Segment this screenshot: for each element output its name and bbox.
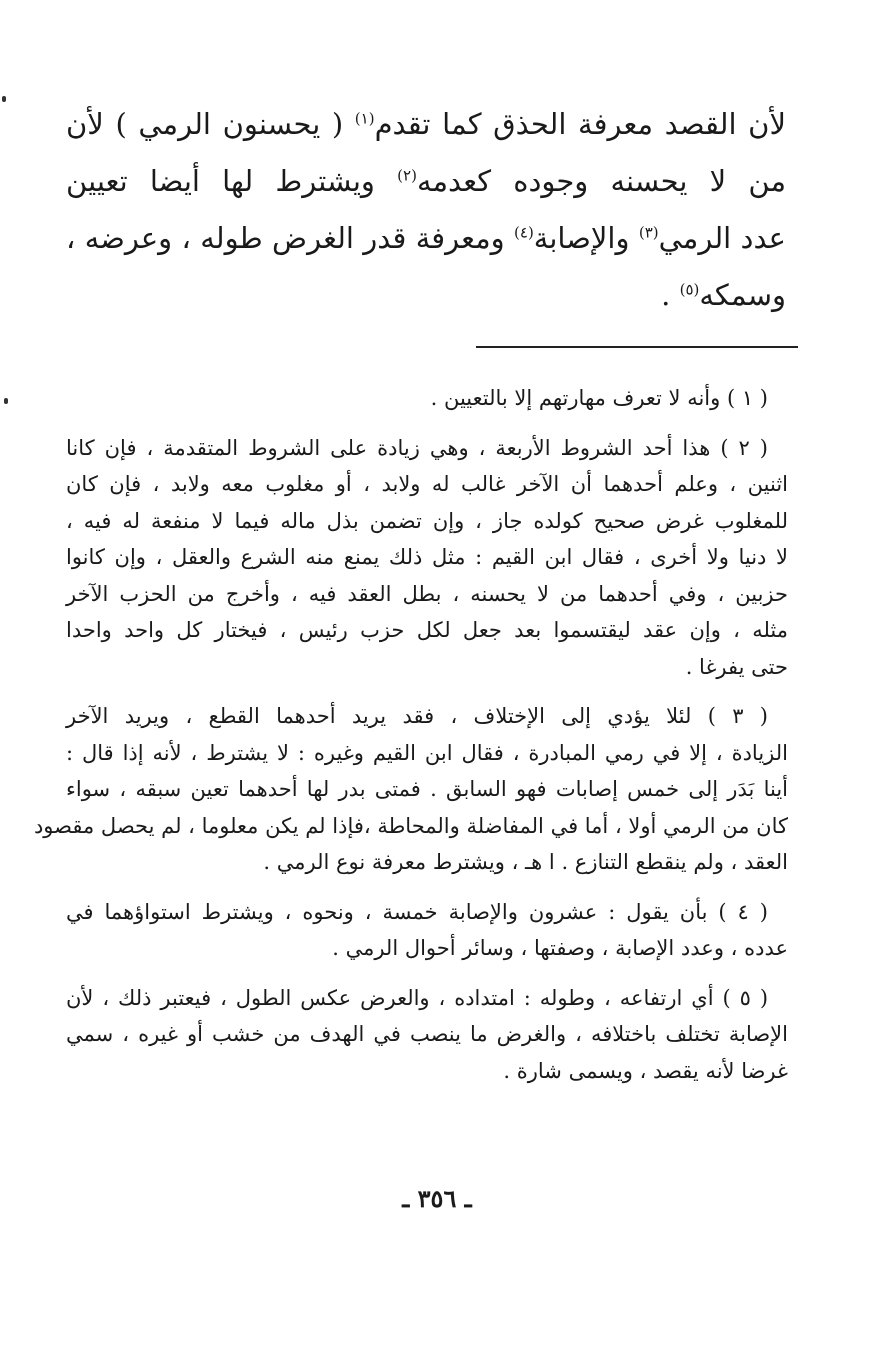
footnotes-section	[33, 380, 788, 1102]
footnote-ref-3: (٣)	[638, 223, 659, 242]
main-line-3: عدد الرمي$^{(٣)}$ والإصابة$^{(٤)}$ ومعرفة قدر الغرض طوله ، وعرضه ،	[66, 221, 786, 255]
footnote-line: العقد ، ولم ينقطع التنازع . ا هـ ، ويشترط معرفة نوع الرمي .	[263, 850, 788, 874]
footnote-line: غرضا لأنه يقصد ، ويسمى شارة .	[503, 1058, 788, 1083]
footnote-line: مثله ، وإن عقد ليقتسموا بعد جعل لكل حزب رئيس ، فيختار كل واحد واحدا	[66, 618, 788, 642]
page-number: ـ ٣٥٦ ـ	[402, 1184, 472, 1213]
footnote-ref-4: (٤)	[514, 223, 534, 242]
main-line-2: من لا يحسنه وجوده كعدمه$^{(٢)}$ ويشترط لها أيضا تعيين	[66, 164, 787, 198]
footnote-5	[66, 980, 788, 1090]
footnote-line: ( ٣ ) لئلا يؤدي إلى الإختلاف ، فقد يريد أحدهما القطع ، ويريد الآخر	[66, 704, 768, 728]
footnote-ref-2: (٢)	[397, 166, 417, 185]
footnote-line: ( ٢ ) هذا أحد الشروط الأربعة ، وهي زيادة على الشروط المتقدمة ، فإن كانا	[66, 435, 768, 460]
footnote-ref-1: (١)	[354, 109, 375, 128]
footnote-line: كان من الرمي أولا ، أما في المفاضلة والمحاطة ،فإذا لم يكن معلوما ، لم يحصل مقصود	[33, 813, 788, 838]
footnote-line: حتى يفرغا .	[685, 654, 788, 679]
footnote-2	[66, 430, 788, 686]
footnote-line: أينا بَدَر إلى خمس إصابات فهو السابق . فمتى بدر لها أحدهما تعين سبقه ، سواء	[66, 777, 788, 801]
footnote-divider	[476, 346, 798, 348]
footnote-line: الإصابة تختلف باختلافه ، والغرض ما ينصب في الهدف من خشب أو غيره ، سمي	[66, 1022, 788, 1046]
footnote-4	[66, 894, 788, 967]
footnote-line: ( ١ ) وأنه لا تعرف مهارتهم إلا بالتعيين .	[430, 386, 768, 410]
main-line-1: لأن القصد معرفة الحذق كما تقدم$^{(١)}$ ( يحسنون الرمي ) لأن	[66, 107, 786, 141]
footnote-line: اثنين ، وعلم أحدهما أن الآخر غالب له ولابد ، أو مغلوب معه ولابد ، فإن كان	[66, 472, 788, 496]
scan-edge-mark	[2, 96, 6, 102]
footnote-line: ( ٥ ) أي ارتفاعه ، وطوله : امتداده ، والعرض عكس الطول ، فيعتبر ذلك ، لأن	[66, 985, 769, 1010]
footnote-ref-5: (٥)	[679, 280, 700, 299]
footnote-1	[66, 380, 788, 417]
footnote-line: للمغلوب غرض صحيح كولده جاز ، وإن تضمن بذل ماله فيما لا منفعة له فيه ،	[66, 508, 788, 533]
scan-edge-mark	[4, 398, 8, 404]
footnote-line: حزبين ، وفي أحدهما من لا يحسنه ، بطل العقد فيه ، وأخرج من الحزب الآخر	[66, 581, 788, 606]
main-text-block	[66, 96, 786, 324]
footnote-line: عدده ، وعدد الإصابة ، وصفتها ، وسائر أحوال الرمي .	[332, 936, 788, 960]
footnote-line: ( ٤ ) بأن يقول : عشرون والإصابة خمسة ، ونحوه ، ويشترط استواؤهما في	[66, 899, 768, 924]
footnote-line: الزيادة ، إلا في رمي المبادرة ، فقال ابن القيم وغيره : لا يشترط ، لأنه إذا قال :	[66, 740, 788, 765]
main-line-4: وسمكه$^{(٥)}$ .	[661, 278, 786, 312]
footnote-3	[33, 698, 788, 881]
footnote-line: لا دنيا ولا أخرى ، فقال ابن القيم : مثل ذلك يمنع منه الشرع والعقل ، وإن كانوا	[66, 545, 788, 569]
